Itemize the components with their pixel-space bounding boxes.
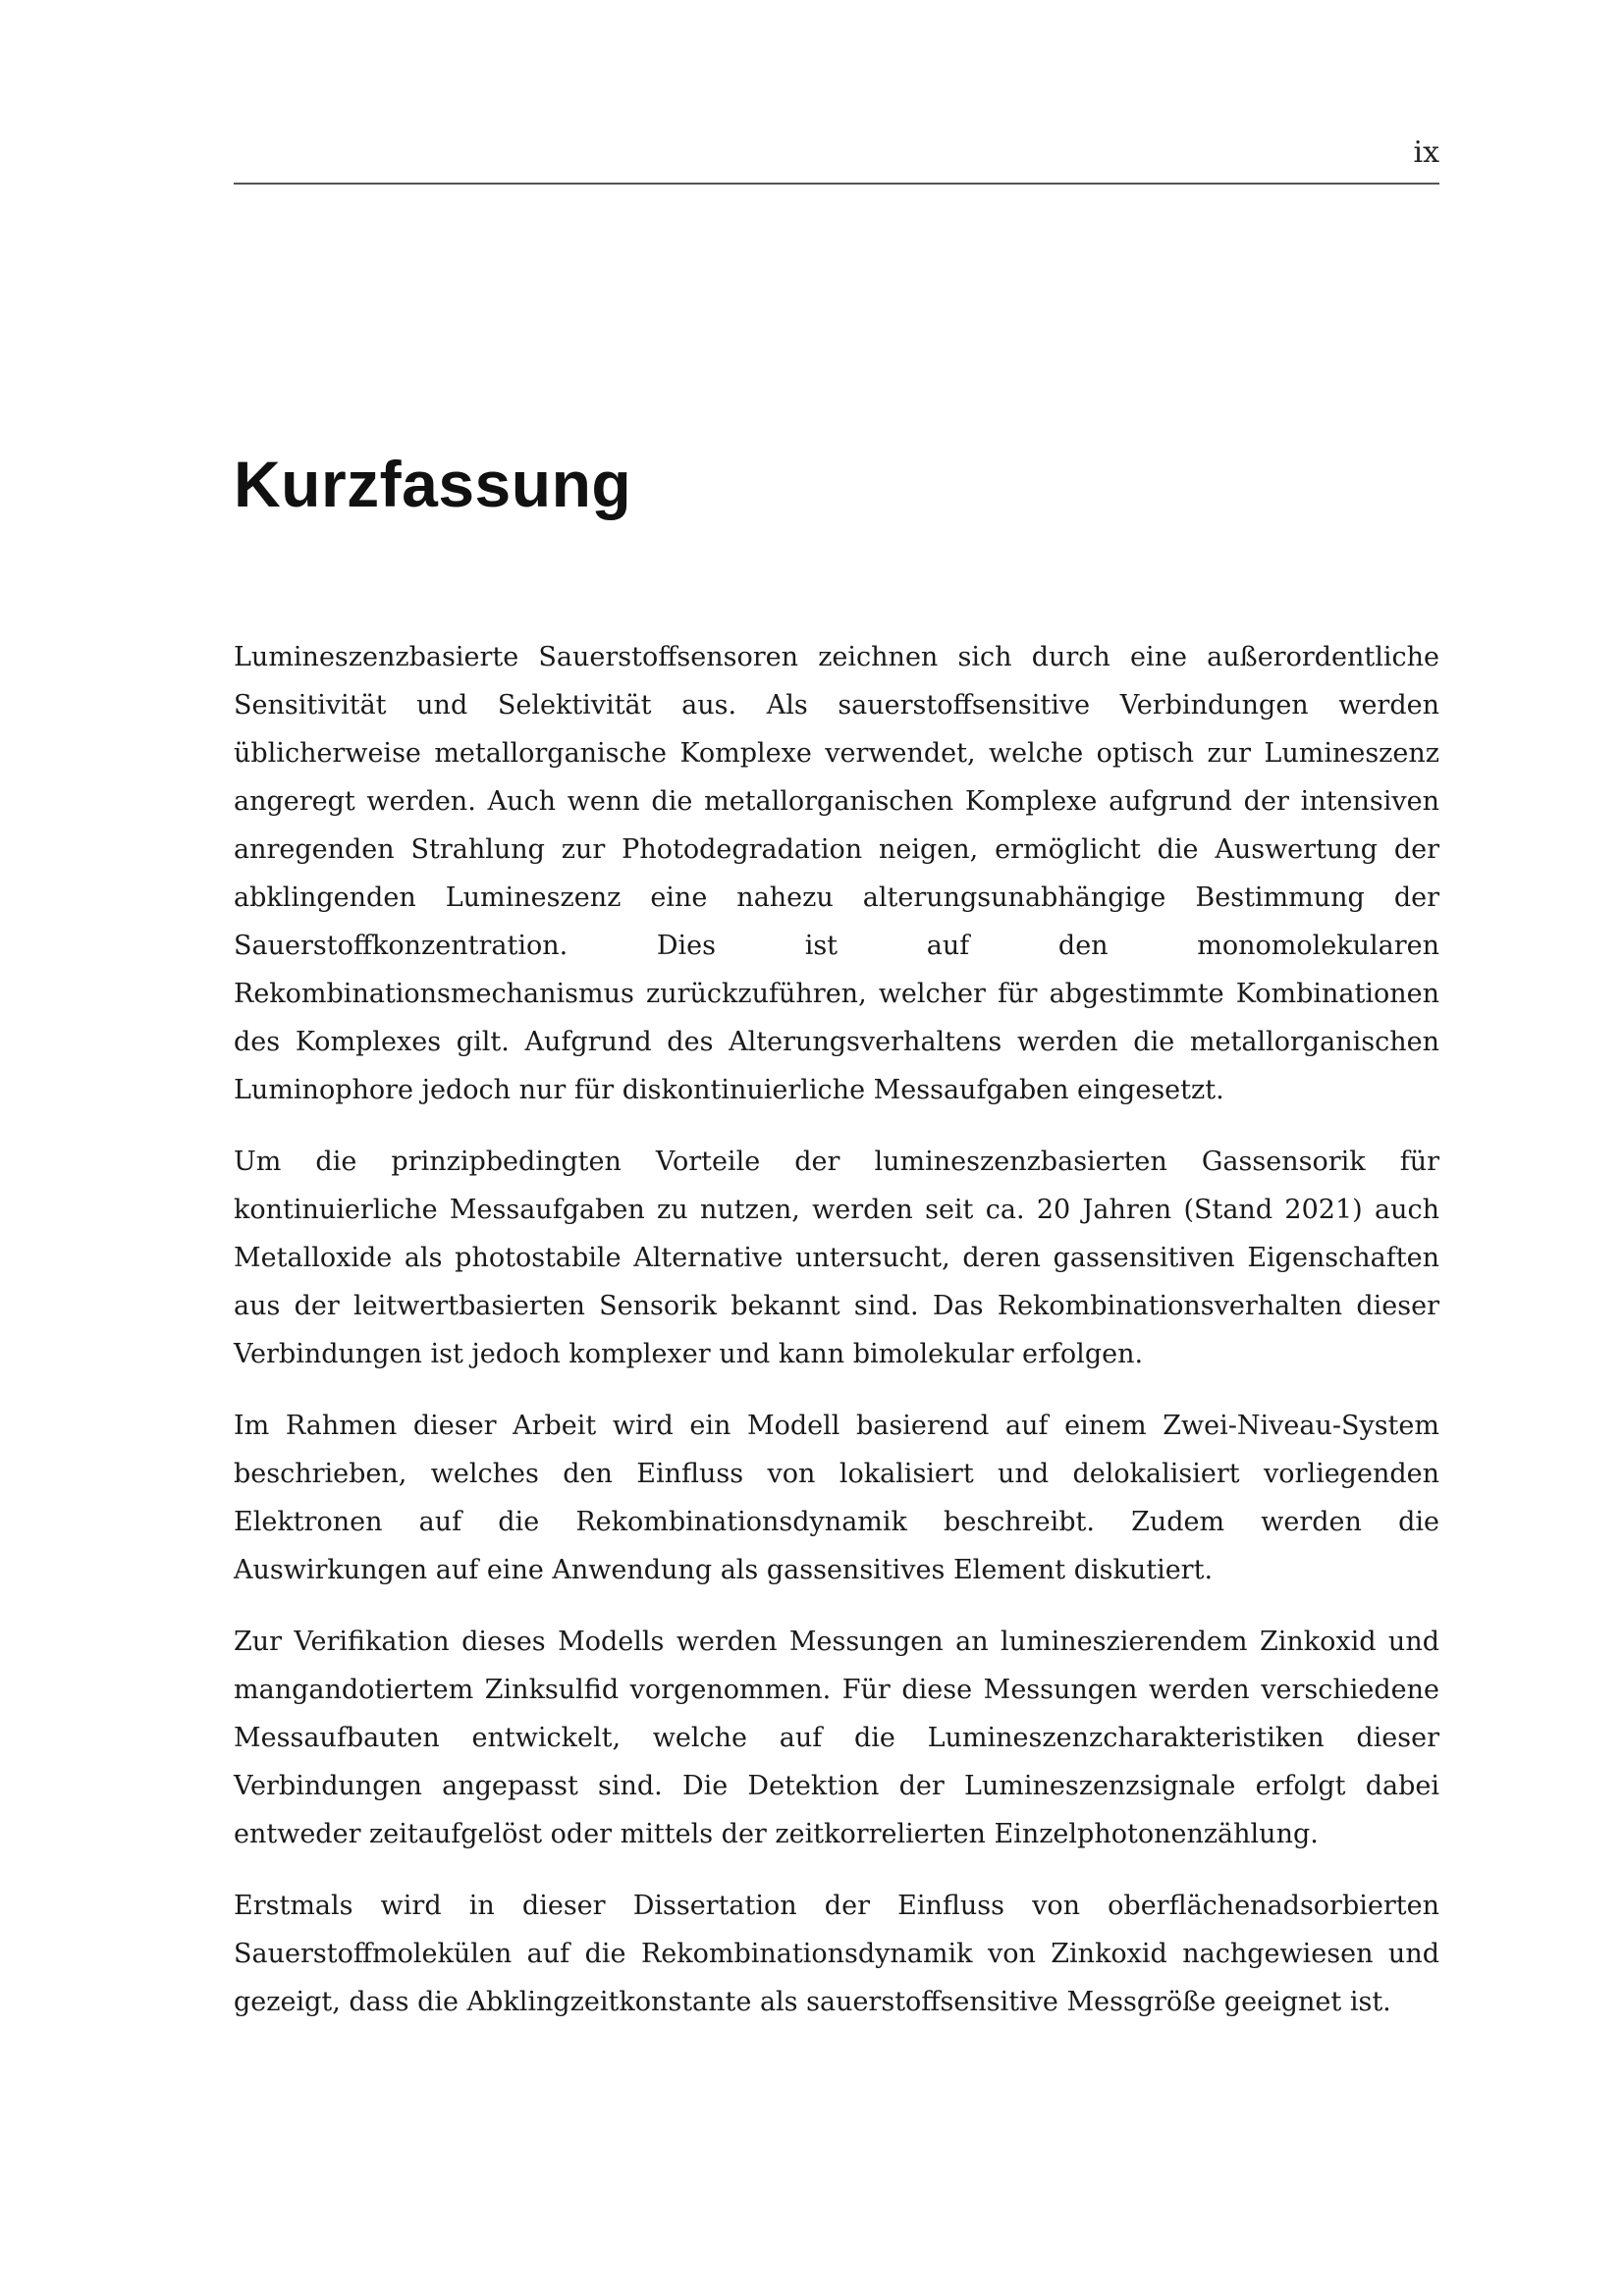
paragraph-3: Im Rahmen dieser Arbeit wird ein Modell basierend auf einem Zwei-Niveau-System beschrieben, welches den Einfluss von lokalisiert und delokalisiert vorliegenden Elektronen auf die Rekombinationsdynamik beschreibt. Zudem werden die Auswirkungen auf eine Anwendung als gassensitives Element diskutiert. xyxy=(234,1411,1439,1585)
chapter-title: Kurzfassung xyxy=(234,448,632,520)
abstract-body xyxy=(234,633,1439,2050)
paragraph-2: Um die prinzipbedingten Vorteile der lumineszenzbasierten Gassensorik für kontinuierliche Messaufgaben zu nutzen, werden seit ca. 20 Jahren (Stand 2021) auch Metalloxide als photostabile Alternative untersucht, deren gassensitiven Eigenschaften aus der leitwertbasierten Sensorik bekannt sind. Das Rekombinationsverhalten dieser Verbindungen ist jedoch komplexer und kann bimolekular erfolgen. xyxy=(234,1147,1439,1369)
paragraph-5: Erstmals wird in dieser Dissertation der Einfluss von oberflächenadsorbierten Sauerstoffmolekülen auf die Rekombinationsdynamik von Zinkoxid nachgewiesen und gezeigt, dass die Abklingzeitkonstante als sauerstoffsensitive Messgröße geeignet ist. xyxy=(234,1891,1439,2017)
paragraph-4: Zur Verifikation dieses Modells werden Messungen an lumineszierendem Zinkoxid und mangandotiertem Zinksulfid vorgenommen. Für diese Messungen werden verschiedene Messaufbauten entwickelt, welche auf die Lumineszenzcharakteristiken dieser Verbindungen angepasst sind. Die Detektion der Lumineszenzsignale erfolgt dabei entweder zeitaufgelöst oder mittels der zeitkorrelierten Einzelphotonenzählung. xyxy=(234,1627,1439,1849)
running-header xyxy=(234,128,1439,185)
page-number: ix xyxy=(1413,135,1439,170)
paragraph-1: Lumineszenzbasierte Sauerstoffsensoren zeichnen sich durch eine außerordentliche Sensitivität und Selektivität aus. Als sauerstoffsensitive Verbindungen werden üblicherweise metallorganische Komplexe verwendet, welche optisch zur Lumineszenz angeregt werden. Auch wenn die metallorganischen Komplexe aufgrund der intensiven anregenden Strahlung zur Photodegradation neigen, ermöglicht die Auswertung der abklingenden Lumineszenz eine nahezu alterungsunabhängige Bestimmung der Sauerstoffkonzentration. Dies ist auf den monomolekularen Rekombinationsmechanismus zurückzuführen, welcher für abgestimmte Kombinationen des Komplexes gilt. Aufgrund des Alterungsverhaltens werden die metallorganischen Luminophore jedoch nur für diskontinuierliche Messaufgaben eingesetzt. xyxy=(234,642,1439,1105)
